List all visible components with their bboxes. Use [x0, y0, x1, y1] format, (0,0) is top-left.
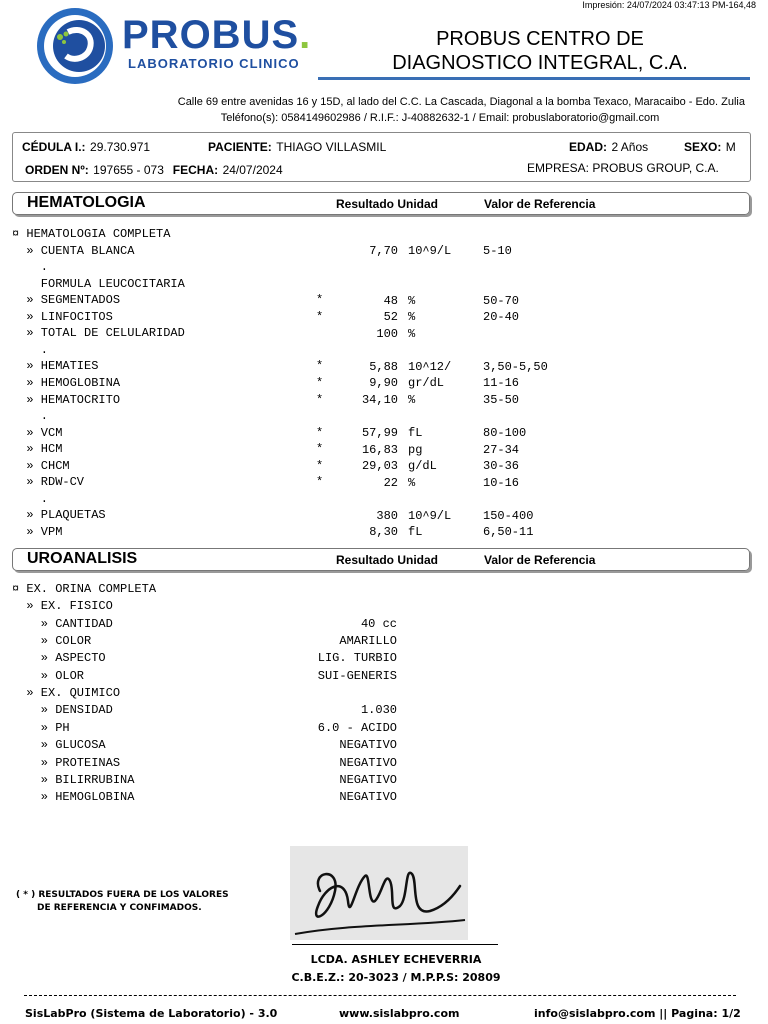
result-name: » OLOR	[12, 668, 85, 683]
result-name: » PH	[12, 720, 70, 735]
signatory-registry: C.B.E.Z.: 20-3023 / M.P.P.S: 20809	[291, 971, 501, 984]
result-value: 29,03	[361, 459, 398, 474]
out-of-range-flag: *	[316, 475, 324, 490]
header-rule	[318, 77, 750, 80]
column-header-reference: Valor de Referencia	[484, 197, 596, 211]
result-value: 48	[383, 293, 398, 308]
reference-range: 3,50-5,50	[483, 359, 548, 374]
result-name: .	[12, 409, 49, 424]
section-title: HEMATOLOGIA	[27, 194, 146, 211]
result-name: » ASPECTO	[12, 651, 106, 666]
result-value: 1.030	[360, 703, 397, 718]
column-header-result: Resultado Unidad	[336, 553, 439, 567]
result-value: 5,88	[369, 359, 398, 374]
out-of-range-flag: *	[316, 442, 324, 457]
section-header-uroanalisis	[12, 548, 750, 571]
result-name: » SEGMENTADOS	[12, 293, 121, 308]
result-value: NEGATIVO	[339, 755, 397, 770]
result-name: » PROTEINAS	[12, 755, 121, 770]
handwritten-signature-icon	[290, 846, 468, 940]
result-value: 40 cc	[360, 616, 397, 631]
result-unit: %	[408, 293, 416, 308]
print-timestamp: Impresión: 24/07/2024 03:47:13 PM-164,48	[582, 0, 756, 10]
result-unit: 10^9/L	[408, 508, 452, 523]
result-value: NEGATIVO	[339, 790, 397, 805]
result-unit: pg	[408, 442, 423, 457]
result-name: » BILIRRUBINA	[12, 772, 135, 787]
result-value: 6.0 - ACIDO	[317, 720, 397, 735]
result-name: » DENSIDAD	[12, 703, 113, 718]
cedula: CÉDULA I.: 29.730.971	[22, 140, 151, 154]
out-of-range-flag: *	[316, 458, 324, 473]
out-of-range-flag: *	[316, 375, 324, 390]
result-name: » CHCM	[12, 458, 70, 473]
result-name: » CANTIDAD	[12, 616, 113, 631]
out-of-range-note: ( * ) RESULTADOS FUERA DE LOS VALORES DE REFERENCIA Y CONFIMADOS.	[16, 890, 229, 913]
column-header-reference: Valor de Referencia	[484, 553, 596, 567]
result-value: NEGATIVO	[339, 738, 397, 753]
result-name: » COLOR	[12, 634, 92, 649]
lab-name-line1: PROBUS CENTRO DE	[436, 28, 644, 50]
reference-range: 50-70	[483, 293, 520, 308]
result-value: NEGATIVO	[339, 772, 397, 787]
result-value: AMARILLO	[339, 634, 397, 649]
result-unit: gr/dL	[408, 376, 445, 391]
result-name: .	[12, 260, 49, 275]
result-name: » HEMATIES	[12, 359, 99, 374]
result-value: 7,70	[369, 244, 398, 259]
out-of-range-flag: *	[316, 309, 324, 324]
out-of-range-flag: *	[316, 359, 324, 374]
footer-email-page: info@sislabpro.com || Pagina: 1/2	[534, 1007, 741, 1020]
contact-line: Teléfono(s): 0584149602986 / R.I.F.: J-40882632-1 / Email: probuslaboratorio@gmail.com	[220, 112, 660, 124]
lab-name-line2: DIAGNOSTICO INTEGRAL, C.A.	[392, 52, 688, 74]
result-value: 57,99	[361, 426, 398, 441]
result-name: » PLAQUETAS	[12, 508, 106, 523]
reference-range: 10-16	[483, 475, 520, 490]
reference-range: 11-16	[483, 376, 520, 391]
reference-range: 27-34	[483, 442, 520, 457]
patient-sex: SEXO: M	[684, 140, 736, 154]
result-value: 9,90	[369, 376, 398, 391]
result-name: » VCM	[12, 425, 63, 440]
result-value: LIG. TURBIO	[317, 651, 397, 666]
result-name: ¤ HEMATOLOGIA COMPLETA	[12, 227, 171, 241]
result-name: » HEMATOCRITO	[12, 392, 121, 407]
address-line: Calle 69 entre avenidas 16 y 15D, al lado del C.C. La Cascada, Diagonal a la bomba Texaco, Maracaibo - Edo. Zulia	[177, 96, 745, 108]
result-value: SUI-GENERIS	[317, 668, 397, 683]
result-unit: fL	[408, 426, 423, 441]
result-name: » TOTAL DE CELULARIDAD	[12, 326, 185, 341]
signature-line	[292, 944, 498, 945]
result-value: 16,83	[361, 442, 398, 457]
result-name: » EX. FISICO	[12, 599, 113, 614]
result-unit: %	[408, 326, 416, 341]
out-of-range-flag: *	[316, 425, 324, 440]
result-name: .	[12, 342, 49, 357]
result-name: » GLUCOSA	[12, 738, 106, 753]
reference-range: 30-36	[483, 459, 520, 474]
reference-range: 80-100	[483, 426, 527, 441]
out-of-range-flag: *	[316, 392, 324, 407]
result-name: ¤ EX. ORINA COMPLETA	[12, 582, 157, 596]
out-of-range-flag: *	[316, 293, 324, 308]
result-unit: g/dL	[408, 459, 437, 474]
result-name: » HCM	[12, 442, 63, 457]
company: EMPRESA: PROBUS GROUP, C.A.	[527, 161, 719, 175]
footer-software: SisLabPro (Sistema de Laboratorio) - 3.0	[25, 1007, 278, 1020]
result-value: 380	[376, 508, 398, 523]
result-value: 8,30	[369, 525, 398, 540]
result-name: » VPM	[12, 524, 63, 539]
reference-range: 150-400	[483, 508, 534, 523]
signature-image	[290, 846, 468, 940]
result-name: » LINFOCITOS	[12, 309, 113, 324]
section-title: UROANALISIS	[27, 550, 138, 567]
result-unit: 10^9/L	[408, 244, 452, 259]
reference-range: 35-50	[483, 393, 520, 407]
column-header-result: Resultado Unidad	[336, 197, 439, 211]
reference-range: 5-10	[483, 244, 512, 259]
reference-range: 20-40	[483, 310, 520, 325]
result-unit: %	[408, 475, 416, 490]
footer-website[interactable]: www.sislabpro.com	[339, 1007, 460, 1020]
result-name: » EX. QUIMICO	[12, 686, 121, 701]
reference-range: 6,50-11	[483, 525, 534, 540]
result-name: .	[12, 491, 49, 506]
result-name: FORMULA LEUCOCITARIA	[12, 276, 185, 291]
result-name: » HEMOGLOBINA	[12, 790, 135, 805]
result-value: 22	[383, 475, 398, 490]
result-value: 100	[376, 326, 398, 341]
result-name: » HEMOGLOBINA	[12, 375, 121, 390]
result-value: 52	[383, 310, 398, 325]
order-number: ORDEN Nº: 197655 - 073 FECHA: 24/07/2024	[25, 163, 283, 177]
result-name: » CUENTA BLANCA	[12, 243, 135, 258]
section-header-hematologia	[12, 192, 750, 215]
result-name: » RDW-CV	[12, 475, 85, 490]
footer-rule	[24, 995, 736, 996]
signatory-name: LCDA. ASHLEY ECHEVERRIA	[310, 953, 482, 966]
result-unit: fL	[408, 525, 423, 540]
result-unit: %	[408, 393, 416, 407]
logo-subtitle: LABORATORIO CLINICO	[128, 56, 300, 71]
result-unit: %	[408, 310, 416, 325]
result-unit: 10^12/	[408, 359, 452, 374]
logo-brand-text: PROBUS.	[122, 13, 312, 57]
result-value: 34,10	[361, 393, 398, 407]
patient-name: PACIENTE: THIAGO VILLASMIL	[208, 140, 387, 154]
patient-age: EDAD: 2 Años	[569, 140, 649, 154]
